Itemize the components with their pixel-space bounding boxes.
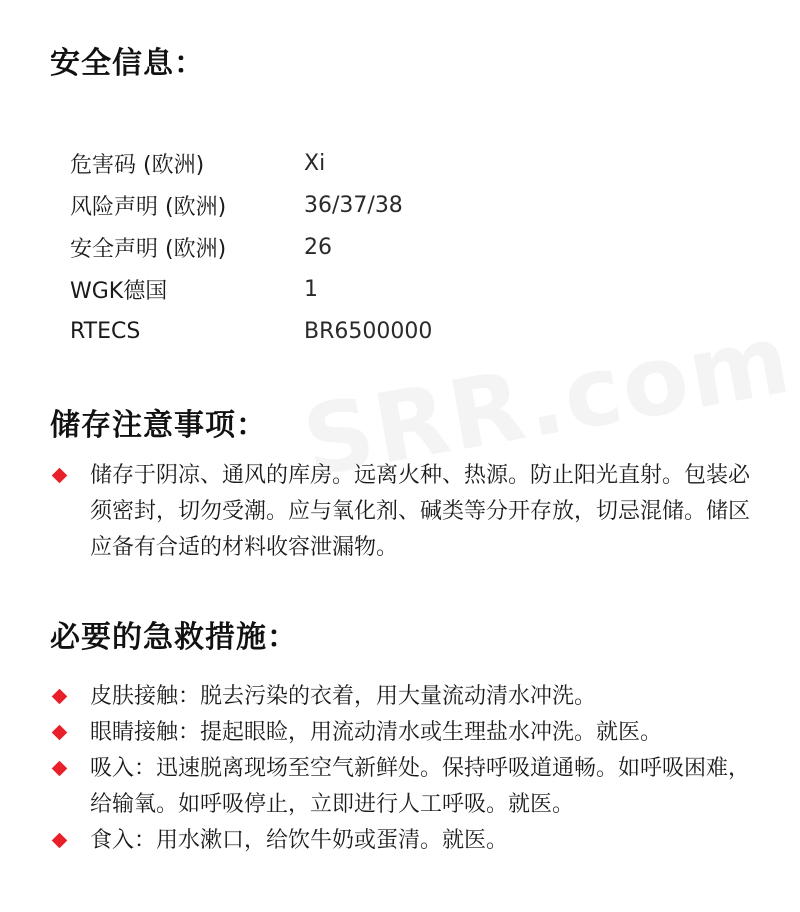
safety-statement-label: 安全声明 (欧洲) bbox=[70, 236, 227, 262]
storage-note-text: 储存于阴凉、通风的库房。远离火种、热源。防止阳光直射。包装必须密封，切勿受潮。应与氧化剂、碱类等分开存放，切忌混储。储区应备有合适的材料收容泄漏物。 bbox=[90, 463, 751, 560]
wgk-label: WGK德国 bbox=[70, 278, 168, 304]
diamond-bullet-icon bbox=[52, 833, 68, 849]
table-row bbox=[70, 142, 750, 184]
list-item bbox=[50, 823, 760, 859]
first-aid-list bbox=[50, 679, 760, 859]
skin-contact-text: 皮肤接触：脱去污染的衣着，用大量流动清水冲洗。 bbox=[90, 684, 597, 709]
diamond-bullet-icon bbox=[52, 689, 68, 705]
eye-contact-text: 眼睛接触：提起眼睑，用流动清水或生理盐水冲洗。就医。 bbox=[90, 720, 663, 745]
diamond-bullet-icon bbox=[52, 468, 68, 484]
risk-statement-label: 风险声明 (欧洲) bbox=[70, 194, 227, 220]
rtecs-value: BR6500000 bbox=[304, 318, 433, 344]
safety-statement-value: 26 bbox=[304, 234, 332, 260]
table-row bbox=[70, 184, 750, 226]
storage-notes-title: 储存注意事项： bbox=[50, 408, 267, 443]
list-item bbox=[50, 751, 760, 823]
table-row bbox=[70, 226, 750, 268]
rtecs-label: RTECS bbox=[70, 318, 141, 344]
safety-info-table bbox=[70, 142, 750, 352]
list-item bbox=[50, 679, 760, 715]
table-row bbox=[70, 310, 750, 352]
table-row bbox=[70, 268, 750, 310]
storage-notes-list bbox=[50, 458, 760, 566]
wgk-value: 1 bbox=[304, 276, 318, 302]
hazard-code-value: Xi bbox=[304, 150, 326, 176]
diamond-bullet-icon bbox=[52, 761, 68, 777]
list-item bbox=[50, 715, 760, 751]
hazard-code-label: 危害码 (欧洲) bbox=[70, 152, 205, 178]
risk-statement-value: 36/37/38 bbox=[304, 192, 403, 218]
ingestion-text: 食入：用水漱口，给饮牛奶或蛋清。就医。 bbox=[90, 828, 509, 853]
diamond-bullet-icon bbox=[52, 725, 68, 741]
list-item bbox=[50, 458, 760, 566]
inhalation-text: 吸入：迅速脱离现场至空气新鲜处。保持呼吸道通畅。如呼吸困难，给输氧。如呼吸停止，立即进行人工呼吸。就医。 bbox=[90, 756, 751, 817]
safety-info-title: 安全信息： bbox=[50, 46, 205, 81]
first-aid-title: 必要的急救措施： bbox=[50, 620, 298, 655]
